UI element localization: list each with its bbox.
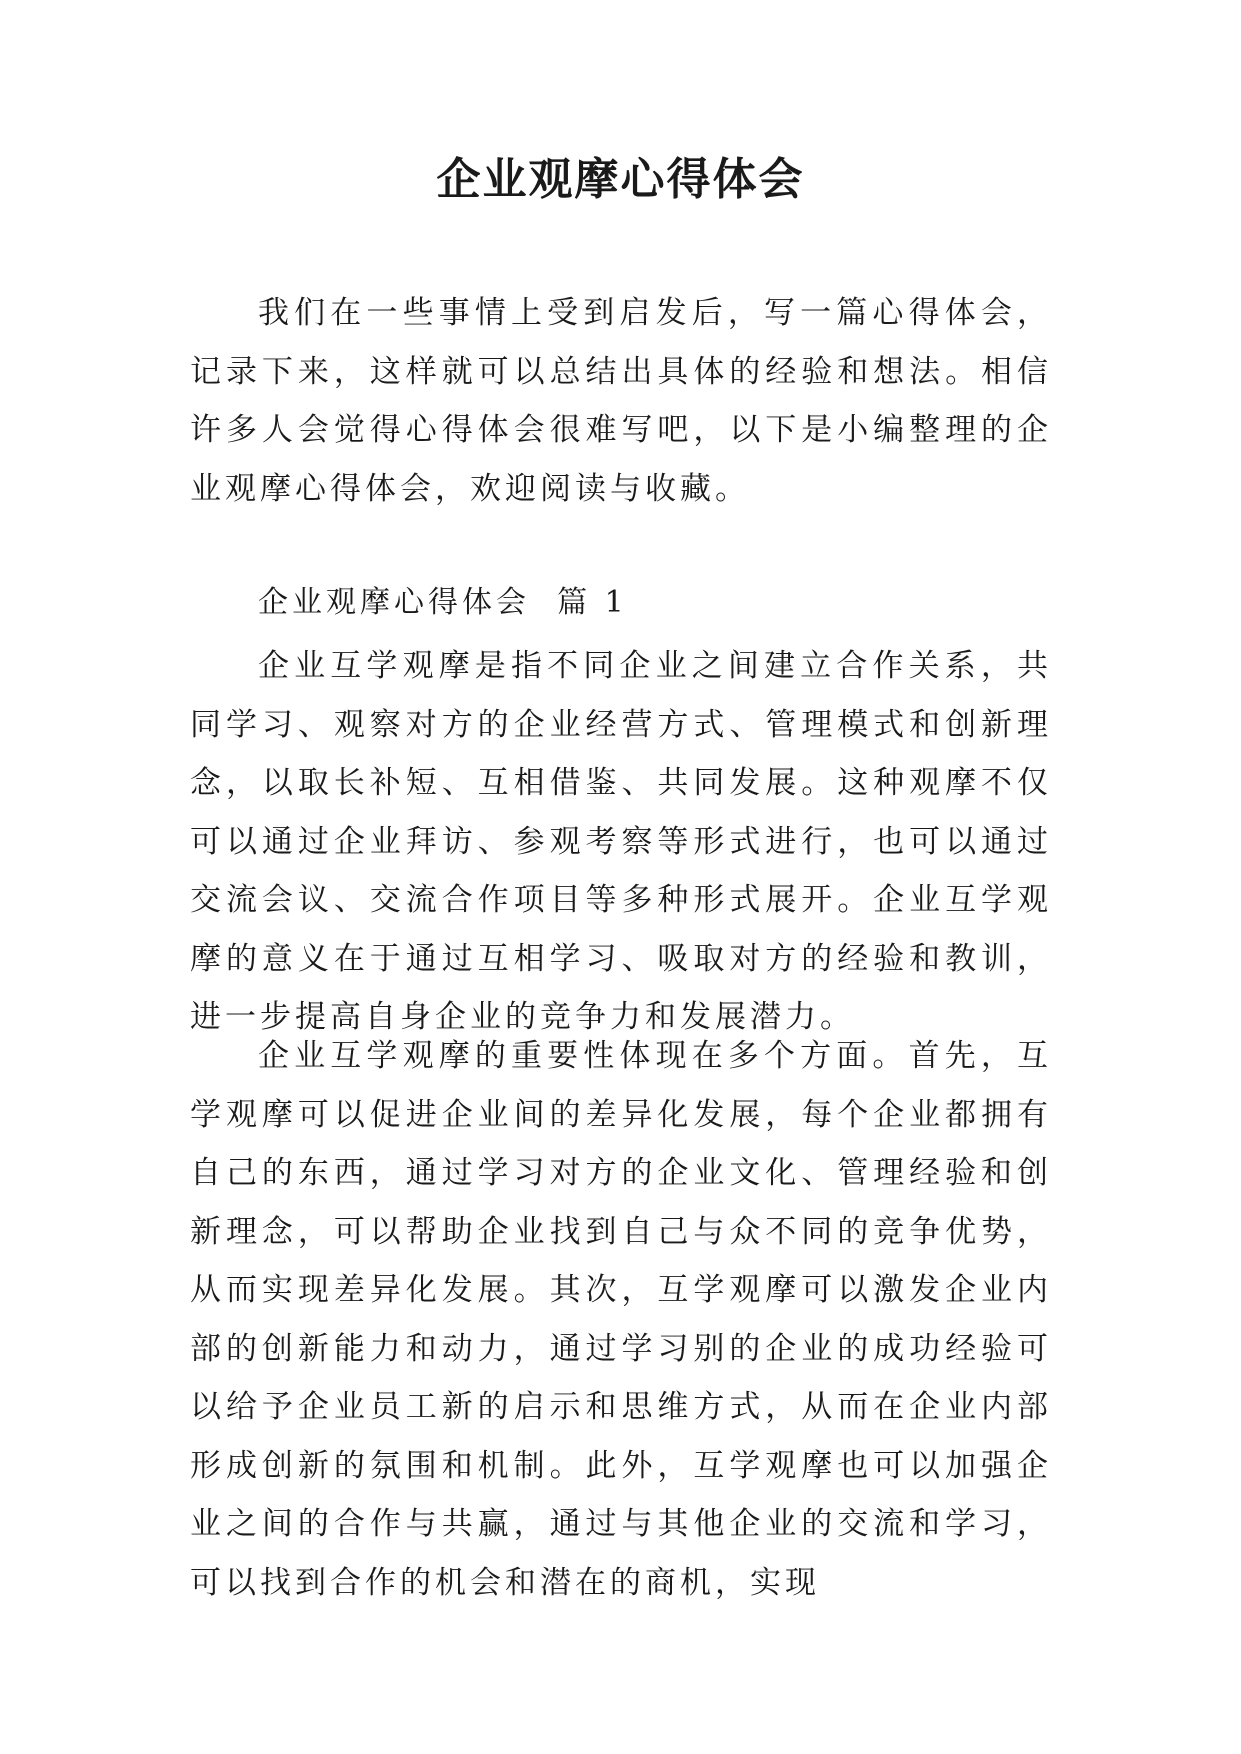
document-title: 企业观摩心得体会 <box>436 154 805 205</box>
body-paragraph-1: 企业互学观摩是指不同企业之间建立合作关系，共同学习、观察对方的企业经营方式、管理模式和创新理念，以取长补短、互相借鉴、共同发展。这种观摩不仅可以通过企业拜访、参观考察等形式进行，也可以通过交流会议、交流合作项目等多种形式展开。企业互学观摩的意义在于通过互相学习、吸取对方的经验和教训，进一步提高自身企业的竞争力和发展潜力。 <box>190 648 1052 1035</box>
body-paragraph-2: 企业互学观摩的重要性体现在多个方面。首先，互学观摩可以促进企业间的差异化发展，每个企业都拥有自己的东西，通过学习对方的企业文化、管理经验和创新理念，可以帮助企业找到自己与众不同的竞争优势，从而实现差异化发展。其次，互学观摩可以激发企业内部的创新能力和动力，通过学习别的企业的成功经验可以给予企业员工新的启示和思维方式，从而在企业内部形成创新的氛围和机制。此外，互学观摩也可以加强企业之间的合作与共赢，通过与其他企业的交流和学习，可以找到合作的机会和潜在的商机，实现 <box>190 1038 1052 1601</box>
section-heading: 企业观摩心得体会 篇 1 <box>258 585 628 620</box>
intro-paragraph: 我们在一些事情上受到启发后，写一篇心得体会，记录下来，这样就可以总结出具体的经验和想法。相信许多人会觉得心得体会很难写吧，以下是小编整理的企业观摩心得体会，欢迎阅读与收藏。 <box>190 295 1052 507</box>
